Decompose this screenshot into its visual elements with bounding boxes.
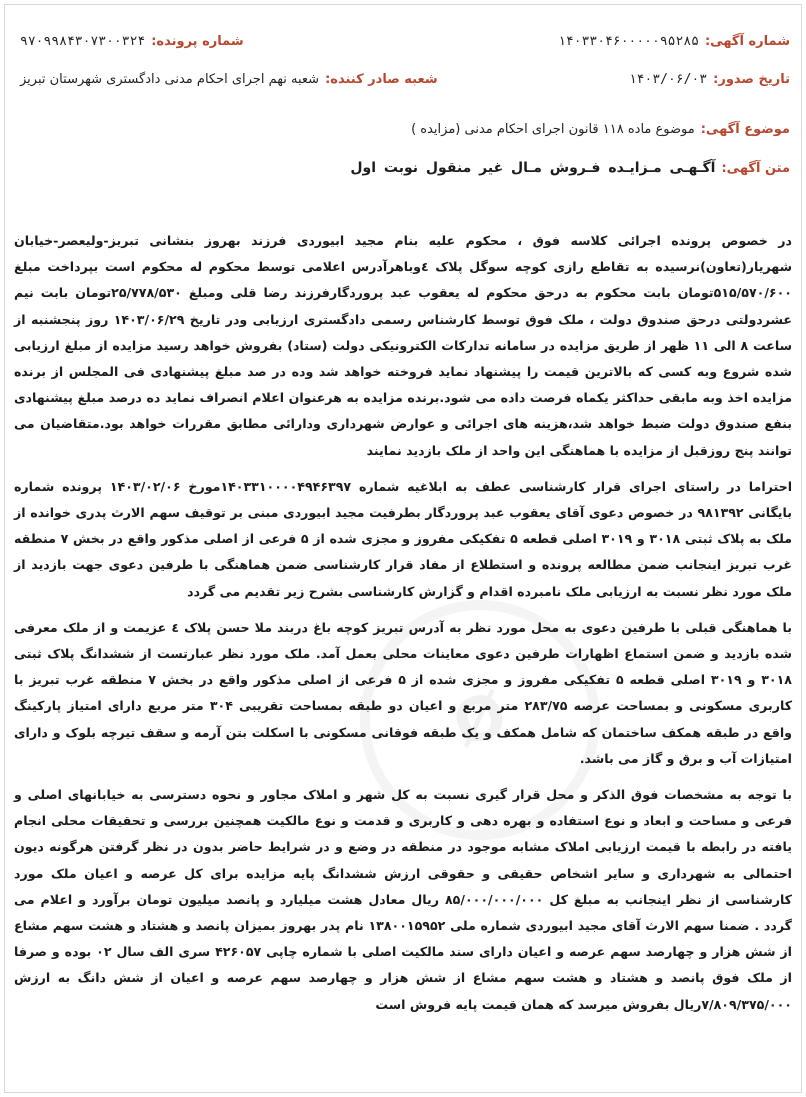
- subject-row: [20, 122, 790, 137]
- issue-date: [629, 72, 790, 87]
- watermark-logo: Ø: [326, 566, 634, 874]
- issuer-value: شعبه نهم اجرای احکام مدنی دادگستری شهرستان تبریز: [20, 72, 320, 87]
- paragraph-expert-order: احتراما در راستای اجرای قرار کارشناسی عطف به ابلاغیه شماره ۱۴۰۳۳۱۰۰۰۰۴۹۴۶۳۹۷مورخ ۱۴۰۳/۰۲/۰۶ پرونده شماره بایگانی ۹۸۱۳۹۲ در خصوص دعوی آقای یعقوب عبد پروردگار بطرفیت مجید ابیوردی مبنی بر توقیف سهم الارث پدری خوانده از ملک به پلاک ثبتی ۳۰۱۸ و ۳۰۱۹ اصلی قطعه ۵ تفکیکی مفروز و مجزی شده از ۵ فرعی از اصلی مذکور واقع در بخش ۷ منطقه غرب تبریز اینجانب ضمن مطالعه پرونده و استطلاع از مفاد قرار کارشناسی ضمن هماهنگی با طرفین دعوی جهت بازدید از ملک مورد نظر نسبت به ارزیابی ملک نامبرده اقدام و گزارش کارشناسی بشرح زیر تقدیم می گردد: [14, 478, 793, 599]
- ad-text-label: متن آگهی:: [721, 160, 790, 176]
- ad-title: آگـهـی مـزایـده فـروش مـال غیر منقول نوبت اول: [350, 160, 716, 176]
- ad-body: [14, 228, 792, 1028]
- issuer: [20, 72, 438, 87]
- issue-date-label: تاریخ صدور:: [713, 72, 790, 87]
- subject-label: موضوع آگهی:: [700, 122, 790, 137]
- issue-date-value: ۱۴۰۳/۰۶/۰۳: [628, 72, 708, 87]
- paragraph-property-description: با هماهنگی قبلی با طرفین دعوی به محل مورد نظر به آدرس تبریز کوچه باغ دربند ملا حسن پلاک ٤ عزیمت و از ملک معرفی شده بازدید و ضمن استماع اظهارات طرفین دعوی معاینات محلی بعمل آمد. ملک مورد نظر عبارتست از ششدانگ پلاک ثبتی ۳۰۱۸ و ۳۰۱۹ اصلی قطعه ۵ تفکیکی مفروز و مجزی شده از ۵ فرعی از اصلی مذکور واقع در بخش ۷ منطقه غرب تبریز با کاربری مسکونی و بمساحت عرصه ۲۸۳/۷۵ متر مربع و اعیان دو طبقه بمساحت تقریبی ۳۰۴ متر مربع دارای امتیاز پارکینگ واقع در طبقه همکف ساختمان که شامل همکف و یک طبقه فوقانی مسکونی با اسکلت بتن آرمه و سقف تیرچه بلوک و دارای امتیازات آب و برق و گاز می باشد.: [14, 619, 793, 766]
- ad-number: [558, 34, 790, 49]
- header-row-1: [20, 34, 790, 49]
- issuer-label: شعبه صادر کننده:: [325, 72, 438, 87]
- paragraph-valuation: با توجه به مشخصات فوق الذکر و محل قرار گیری نسبت به کل شهر و املاک مجاور و نحوه دسترسی به خیابانهای اصلی و فرعی و مساحت و ابعاد و نوع استفاده و بهره دهی و کاربری و قدمت و نوع مالکیت همچنین بررسی و تحقیقات محلی انجام یافته در رابطه با قیمت ارزیابی املاک مشابه موجود در منطقه در وضع و در شرایط حاضر بدون در نظر گرفتن هرگونه دیون احتمالی به شهرداری و سایر اشخاص حقیقی و حقوقی ارزش ششدانگ پایه مزایده برای کل عرصه و اعیان ملک مورد کارشناسی از نظر اینجانب به مبلغ کل ۸۵/۰۰۰/۰۰۰/۰۰۰ ریال معادل هشت میلیارد و پانصد میلیون تومان برآورد و اعلام می گردد . ضمنا سهم الارث آقای مجید ابیوردی شماره ملی ۱۳۸۰۰۱۵۹۵۲ نام پدر بهروز بمیزان پانصد و هشتاد و هشت سهم مشاع از شش هزار و چهارصد سهم عرصه و اعیان دارای سند مالکیت اصلی با شماره چاپی ۴۲۶۰۵۷ سری الف سال ۰۲ بوده و صرفا از ملک فوق پانصد و هشتاد و هشت سهم مشاع از شش هزار و چهارصد سهم عرصه و اعیان از شش دانگ به ارزش ۷/۸۰۹/۳۷۵/۰۰۰ریال بفروش میرسد که همان قیمت پایه فروش است: [14, 787, 793, 1012]
- case-number-label: شماره پرونده:: [151, 34, 244, 49]
- ad-text-row: [20, 160, 790, 176]
- subject-value: موضوع ماده ۱۱۸ قانون اجرای احکام مدنی (مزایده ): [411, 122, 695, 137]
- case-number: [20, 34, 244, 49]
- header-row-2: [20, 72, 790, 87]
- paragraph-auction-terms: در خصوص پرونده اجرائی کلاسه فوق ، محکوم علیه بنام مجید ابیوردی فرزند بهروز بنشانی تبریز-ولیعصر-خیابان شهریار(تعاون)نرسیده به تقاطع رازی کوچه سوگل پلاک ٤وباهرآدرس اعلامی توسط محکوم له محکوم است بپرداخت مبلغ ۵۱۵/۵۷۰/۶۰۰تومان بابت محکوم به درحق محکوم له یعقوب عبد پروردگارفرزند رضا قلی ومبلغ ۲۵/۷۷۸/۵۳۰تومان بابت نیم عشردولتی درحق صندوق دولت ، ملک فوق توسط کارشناس رسمی دادگستری ارزیابی ودر تاریخ ۱۴۰۳/۰۶/۲۹ روز پنجشنبه از ساعت ۸ الی ۱۱ ظهر از طریق مزایده در سامانه تدارکات الکترونیکی دولت (ستاد) بفروش خواهد رسید مزایده از مبلغ ارزیابی شده شروع وبه کسی که بالاترین قیمت را پیشنهاد نماید فروخته خواهد شد وده در صد مبلغ پیشنهادی فی المجلس از برنده مزایده اخذ وبه مابقی حداکثر یکماه فرصت داده می شود.برنده مزایده به هرعنوان اعلام انصراف نماید ده درصد مبلغ پیشنهادی بنفع صندوق دولت ضبط خواهد شد،هزینه های اجرائی و عوارض شهرداری ودارائی مطابق مقررات خواهد بود.متقاضیان می توانند پنج روزقبل از مزایده با هماهنگی این واحد از ملک بازدید نمایند: [14, 233, 792, 458]
- case-number-value: ۹۷۰۹۹۸۴۳۰۷۳۰۰۳۲۴: [20, 34, 146, 49]
- ad-number-label: شماره آگهی:: [704, 34, 790, 49]
- ad-number-value: ۱۴۰۳۳۰۴۶۰۰۰۰۰۹۵۲۸۵: [558, 34, 699, 49]
